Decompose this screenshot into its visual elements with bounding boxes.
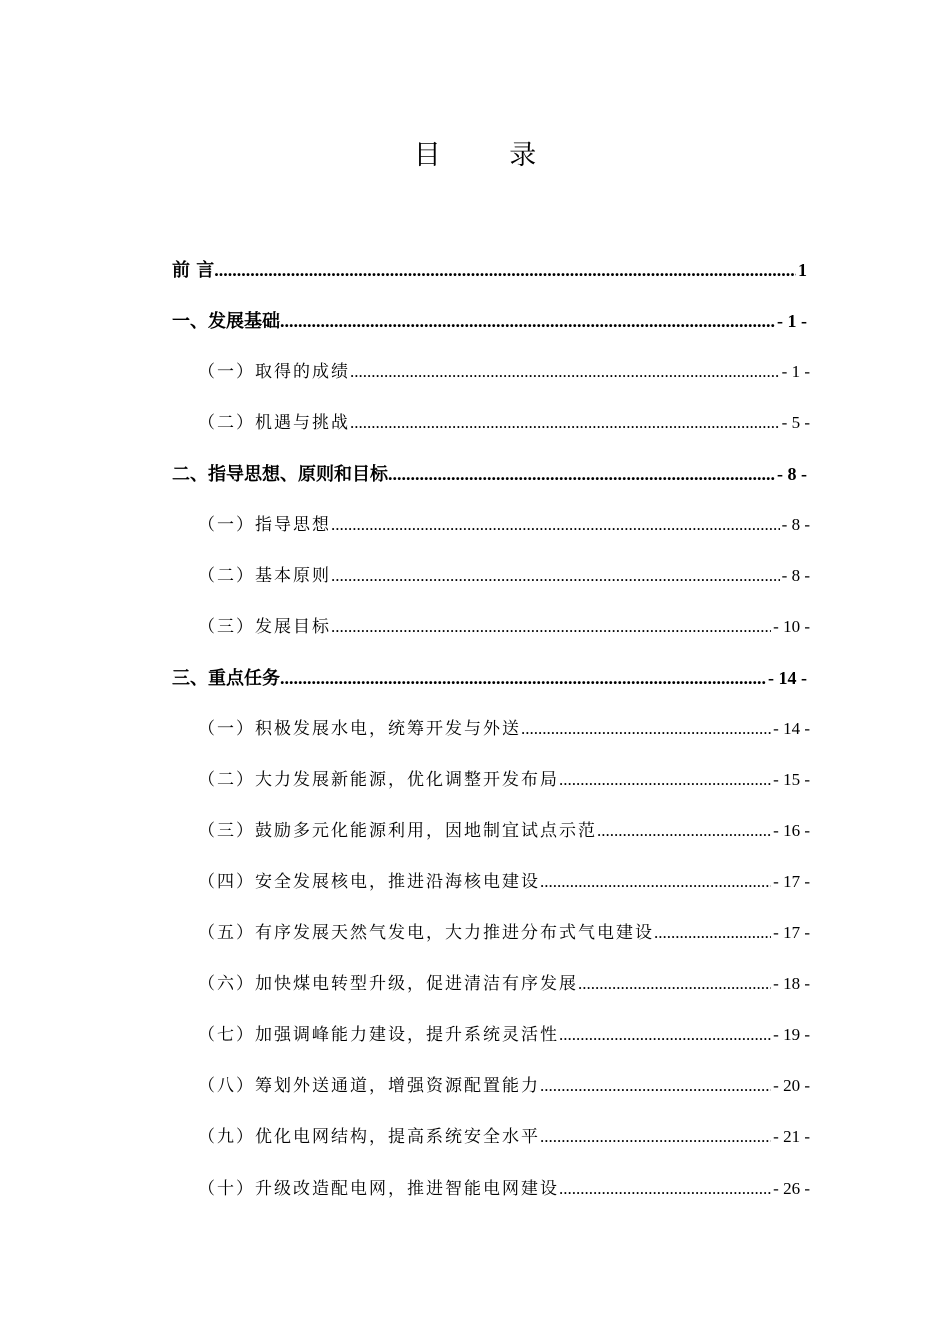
toc-page-number: - 10 - (773, 617, 810, 636)
toc-entry-label: 前 言 (172, 260, 215, 281)
toc-page-number: - 8 - (781, 515, 810, 534)
toc-page-number: - 1 - (781, 362, 810, 381)
toc-page-number: - 14 - (768, 668, 807, 688)
toc-leader-dots (331, 509, 780, 541)
toc-entry-label: （八）筹划外送通道，增强资源配置能力 (198, 1076, 540, 1096)
toc-entry[interactable] (198, 611, 810, 643)
toc-leader-dots (331, 560, 780, 592)
toc-leader-dots (654, 917, 771, 949)
toc-entry[interactable] (198, 917, 810, 949)
toc-leader-dots (350, 356, 780, 388)
toc-entry[interactable] (198, 866, 810, 898)
toc-entry[interactable] (198, 356, 810, 388)
toc-page-number: - 18 - (773, 974, 810, 993)
toc-entry-label: （一）指导思想 (198, 515, 331, 535)
toc-leader-dots (540, 1121, 771, 1153)
toc-page-number: - 17 - (773, 872, 810, 891)
toc-entry-label: （三）发展目标 (198, 617, 331, 637)
toc-entry-label: （一）积极发展水电，统筹开发与外送 (198, 719, 521, 739)
toc-page-number: - 8 - (781, 566, 810, 585)
toc-page-number: - 5 - (781, 413, 810, 432)
toc-leader-dots (214, 254, 796, 286)
toc-entry[interactable] (198, 1019, 810, 1051)
toc-leader-dots (559, 1019, 771, 1051)
toc-page-number: - 21 - (773, 1127, 810, 1146)
toc-leader-dots (597, 815, 771, 847)
toc-entry[interactable] (198, 1070, 810, 1102)
toc-page-number: - 14 - (773, 719, 810, 738)
toc-page-number: - 26 - (773, 1179, 810, 1198)
toc-leader-dots (559, 764, 771, 796)
toc-entry[interactable] (198, 509, 810, 541)
toc-entry[interactable] (172, 305, 807, 337)
toc-entry[interactable] (198, 815, 810, 847)
toc-leader-dots (540, 866, 771, 898)
toc-entry[interactable] (198, 407, 810, 439)
toc-leader-dots (559, 1173, 771, 1205)
toc-entry[interactable] (172, 254, 807, 286)
toc-entry[interactable] (198, 968, 810, 1000)
toc-entry-label: （三）鼓励多元化能源利用，因地制宜试点示范 (198, 821, 597, 841)
toc-leader-dots (331, 611, 771, 643)
toc-entry[interactable] (198, 1173, 810, 1205)
toc-page-number: - 8 - (777, 464, 807, 484)
toc-leader-dots (280, 662, 766, 694)
toc-entry-label: 一、发展基础 (172, 311, 280, 332)
toc-entry-label: （九）优化电网结构，提高系统安全水平 (198, 1127, 540, 1147)
toc-entry-label: 三、重点任务 (172, 668, 280, 689)
toc-entry-label: （十）升级改造配电网，推进智能电网建设 (198, 1179, 559, 1199)
toc-entry-label: （二）大力发展新能源，优化调整开发布局 (198, 770, 559, 790)
toc-leader-dots (388, 458, 775, 490)
toc-entry-label: （一）取得的成绩 (198, 362, 350, 382)
toc-entry-label: （七）加强调峰能力建设，提升系统灵活性 (198, 1025, 559, 1045)
page-title: 目 录 (413, 140, 567, 171)
toc-page-number: 1 (798, 260, 807, 280)
toc-page-number: - 15 - (773, 770, 810, 789)
toc-page-number: - 20 - (773, 1076, 810, 1095)
toc-leader-dots (521, 713, 771, 745)
toc-page-number: - 17 - (773, 923, 810, 942)
toc-entry-label: （二）基本原则 (198, 566, 331, 586)
toc-entry[interactable] (198, 713, 810, 745)
toc-entry-label: （四）安全发展核电，推进沿海核电建设 (198, 872, 540, 892)
toc-entry-label: （二）机遇与挑战 (198, 413, 350, 433)
toc-entry-label: 二、指导思想、原则和目标 (172, 464, 388, 485)
toc-leader-dots (540, 1070, 771, 1102)
toc-entry[interactable] (198, 1121, 810, 1153)
toc-entry[interactable] (198, 764, 810, 796)
toc-entry-label: （五）有序发展天然气发电，大力推进分布式气电建设 (198, 923, 654, 943)
toc-leader-dots (280, 305, 775, 337)
toc-page-number: - 1 - (777, 311, 807, 331)
toc-entry[interactable] (198, 560, 810, 592)
toc-page-number: - 16 - (773, 821, 810, 840)
toc-entry[interactable] (172, 662, 807, 694)
toc-entry[interactable] (172, 458, 807, 490)
toc-leader-dots (578, 968, 771, 1000)
toc-leader-dots (350, 407, 780, 439)
toc-page-number: - 19 - (773, 1025, 810, 1044)
toc-entry-label: （六）加快煤电转型升级，促进清洁有序发展 (198, 974, 578, 994)
